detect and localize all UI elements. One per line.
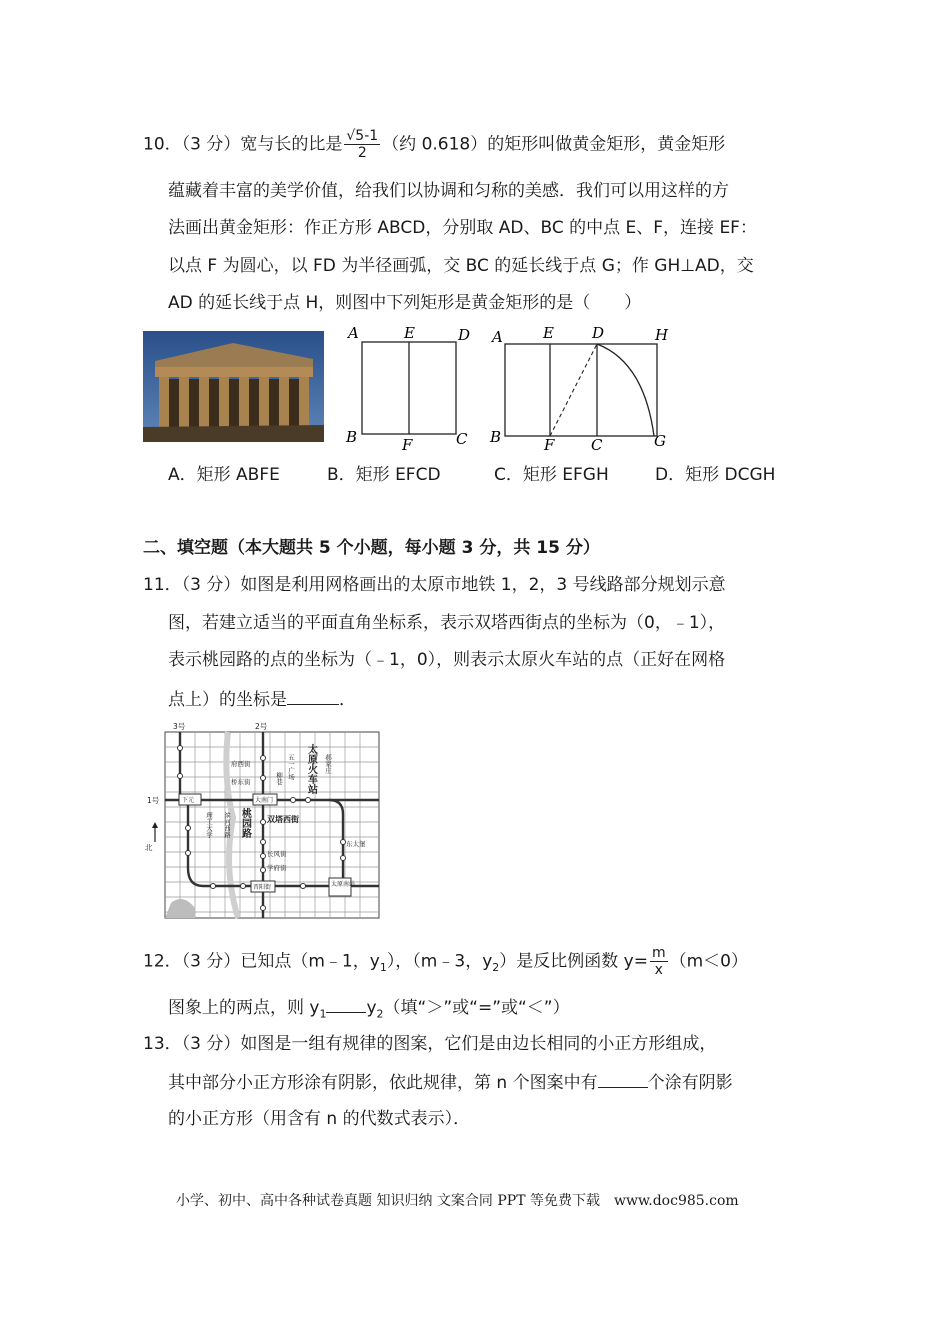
station-shuangta: 双塔西街: [267, 815, 299, 824]
score: （3 分）: [181, 951, 241, 972]
option-a[interactable]: A．矩形 ABFE: [168, 465, 280, 485]
q13-line3: 的小正方形（用含有 n 的代数式表示）．: [168, 1109, 471, 1129]
golden-ratio-fraction: [344, 128, 380, 161]
subscript: 1: [319, 1007, 327, 1021]
line-3-label: 3号: [173, 722, 186, 731]
q10-line5: AD 的延长线于点 H，则图中下列矩形是黄金矩形的是（ ）: [168, 293, 642, 313]
subscript: 2: [492, 960, 500, 974]
stem-text: y: [366, 998, 377, 1018]
line-1-label: 1号: [147, 796, 160, 805]
station-taiyuan-south: 太原南站: [331, 881, 356, 888]
q13-line2: [168, 1069, 733, 1095]
label-a: A: [348, 324, 359, 342]
page-footer: 小学、初中、高中各种试卷真题 知识归纳 文案合同 PPT 等免费下载 www.doc985.com: [176, 1193, 739, 1209]
stem-text: 宽与长的比是: [240, 134, 343, 155]
metro-map: [143, 718, 383, 920]
question-number: 13．: [143, 1034, 182, 1054]
fraction-denominator: 2: [357, 145, 367, 161]
label-d: D: [592, 324, 605, 342]
station-taiyuan-railway: 太原火车站: [305, 744, 317, 794]
q11-line1: [143, 573, 726, 597]
station-xiayuan: 下元: [182, 797, 195, 804]
station-qiaodong: 桥东街: [231, 778, 251, 786]
stem-text: ），（m﹣3，y: [386, 951, 493, 972]
stem-text: ．: [339, 690, 356, 710]
station-fuxi: 府西街: [231, 760, 251, 768]
line-2-label: 2号: [255, 722, 268, 731]
square-figure: [340, 322, 480, 452]
q11-line2: 图，若建立适当的平面直角坐标系，表示双塔西街点的坐标为（0，﹣1），: [168, 613, 726, 633]
north-arrow-head: [152, 822, 158, 828]
north-label: 北: [145, 843, 153, 852]
label-c: C: [591, 436, 603, 452]
q10-line3: 法画出黄金矩形：作正方形 ABCD，分别取 AD、BC 的中点 E、F，连接 EF：: [168, 218, 757, 238]
subscript: 2: [376, 1007, 384, 1021]
stem-text: 点上）的坐标是: [168, 690, 287, 710]
question-number: 10．: [143, 134, 182, 155]
section-heading: 二、填空题（本大题共 5 个小题，每小题 3 分，共 15 分）: [143, 538, 600, 558]
q13-line1: [143, 1032, 716, 1056]
q10-line2: 蕴藏着丰富的美学价值，给我们以协调和匀称的美感．我们可以用这样的方: [168, 181, 729, 201]
golden-rectangle-figure: [488, 322, 678, 452]
stem-text: 如图是利用网格画出的太原市地铁 1，2，3 号线路部分规划示意: [240, 575, 726, 595]
label-f: F: [402, 436, 413, 452]
stem-text: 其中部分小正方形涂有阴影，依此规律，第 n 个图案中有: [168, 1073, 598, 1093]
label-c: C: [456, 430, 468, 448]
answer-blank[interactable]: [598, 1069, 648, 1088]
score: （3 分）: [181, 1034, 241, 1054]
station-changfeng: 长风街: [267, 850, 287, 858]
stem-text: （填“＞”或“=”或“＜”）: [383, 998, 570, 1018]
label-f: F: [544, 436, 555, 452]
fraction-denominator: x: [654, 962, 663, 978]
stem-text: 已知点（m﹣1，y: [240, 951, 380, 972]
q10-line1: [143, 128, 725, 161]
station-wuyi-square: 五一广场: [287, 754, 295, 780]
stem-text: ）是反比例函数 y=: [499, 951, 648, 972]
arc-dg: [597, 344, 654, 436]
q12-line2: [168, 994, 570, 1026]
answer-blank[interactable]: [287, 686, 339, 705]
station-xuefu: 学府街: [267, 864, 287, 872]
station-jinyang: 晋阳街: [253, 884, 272, 891]
q12-line1: [143, 945, 748, 980]
option-c[interactable]: C．矩形 EFGH: [494, 465, 609, 485]
q10-line4: 以点 F 为圆心，以 FD 为半径画弧，交 BC 的延长线于点 G；作 GH⊥AD，交: [168, 256, 754, 276]
station-dongtaibao: 东太堡: [346, 840, 366, 848]
fraction-numerator: √5-1: [346, 128, 379, 144]
question-number: 12．: [143, 951, 182, 972]
question-number: 11．: [143, 575, 182, 595]
label-e: E: [543, 324, 554, 342]
stem-text: （约 0.618）的矩形叫做黄金矩形，黄金矩形: [382, 134, 726, 155]
segment-fd-dashed: [550, 344, 597, 436]
label-a: A: [492, 328, 503, 346]
q11-line4: [168, 686, 356, 712]
station-liuxiang: 柳巷: [275, 772, 283, 785]
fraction-numerator: m: [651, 945, 666, 961]
score: （3 分）: [181, 134, 241, 155]
rectangle-abgh: [505, 344, 657, 436]
label-b: B: [346, 428, 358, 446]
score: （3 分）: [181, 575, 241, 595]
subscript: 1: [379, 960, 387, 974]
label-d: D: [458, 326, 471, 344]
station-danan: 大南门: [255, 797, 274, 804]
option-d[interactable]: D．矩形 DCGH: [655, 465, 776, 485]
q11-line3: 表示桃园路的点的坐标为（﹣1，0），则表示太原火车站的点（正好在网格: [168, 650, 726, 670]
stem-text: 如图是一组有规律的图案，它们是由边长相同的小正方形组成，: [240, 1034, 717, 1054]
station-binhe: 滨河西路: [223, 812, 231, 838]
label-g: G: [654, 432, 666, 450]
stem-text: 图象上的两点，则 y: [168, 998, 320, 1018]
label-b: B: [490, 428, 502, 446]
station-ligong: 理工大学: [205, 812, 213, 838]
label-h: H: [655, 326, 669, 344]
parthenon-photo: [143, 331, 324, 442]
stem-text: 个涂有阴影: [647, 1073, 733, 1093]
answer-blank[interactable]: [326, 994, 366, 1013]
option-b[interactable]: B．矩形 EFCD: [327, 465, 441, 485]
station-taoyuan: 桃园路: [239, 808, 251, 838]
stem-text: （m＜0）: [669, 951, 748, 972]
label-e: E: [404, 324, 415, 342]
station-haojiazhuang: 郝家庄: [324, 754, 332, 774]
function-fraction: [650, 945, 668, 978]
